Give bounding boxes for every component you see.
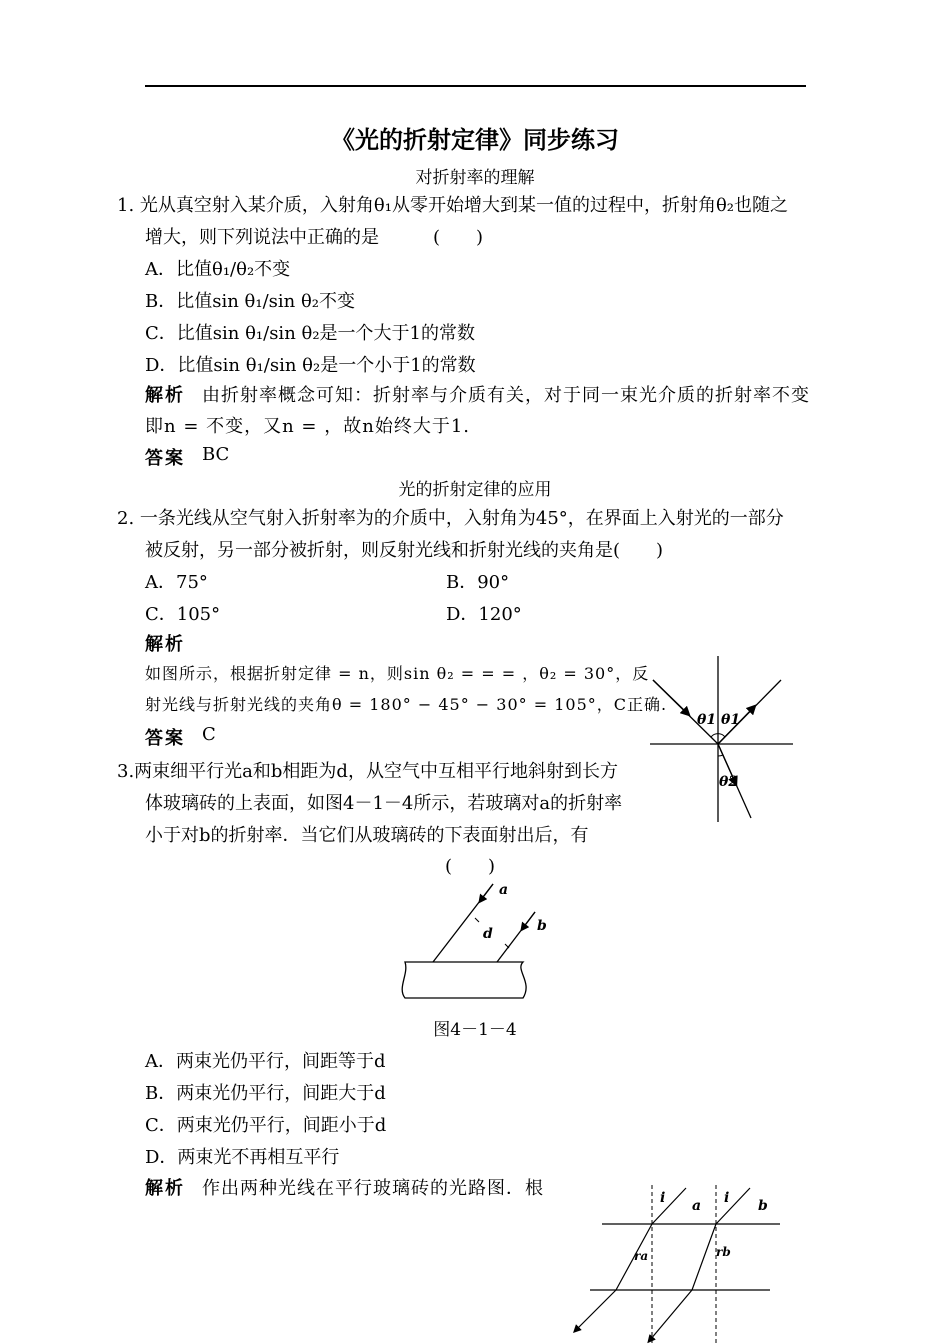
q2-option-a: A．75° (145, 572, 208, 593)
theta1-left-label: θ1 (697, 712, 717, 728)
label-ra: ra (634, 1249, 649, 1263)
q1-option-c: C．比值sin θ₁/sin θ₂是一个大于1的常数 (145, 323, 476, 344)
label-i-a: i (660, 1190, 666, 1206)
incident-b (716, 1188, 750, 1224)
label-a: a (499, 882, 509, 898)
q3-option-a: A．两束光仍平行，间距等于d (145, 1051, 386, 1072)
figure-caption: 图4－1－4 (433, 1020, 517, 1040)
q1-analysis-line2: 即n = 不变，又n = ，故n始终大于1. (145, 416, 471, 437)
refracted-b (692, 1224, 716, 1290)
light-path-figure (570, 1180, 785, 1344)
q3-stem-line3: 小于对b的折射率．当它们从玻璃砖的下表面射出后，有 (145, 825, 589, 846)
q2-stem-line2: 被反射，另一部分被折射，则反射光线和折射光线的夹角是( ) (145, 540, 664, 561)
glass-brick (402, 962, 526, 998)
glass-brick-figure (395, 878, 555, 1006)
header-rule (145, 85, 806, 87)
q3-option-b: B．两束光仍平行，间距大于d (145, 1083, 386, 1104)
q2-option-c: C．105° (145, 604, 221, 625)
label-d: d (483, 926, 493, 942)
page-title: 《光的折射定律》同步练习 (331, 125, 619, 154)
q1-stem-line2: 增大，则下列说法中正确的是 ( ) (145, 227, 484, 248)
q1-option-a: A．比值θ₁/θ₂不变 (145, 259, 291, 280)
q3-bracket: ( ) (445, 856, 496, 877)
q2-answer-label: 答案 (145, 728, 185, 749)
q2-option-d: D．120° (446, 604, 522, 625)
ray-b-arrow (523, 912, 535, 928)
q1-stem-line1: 1. 光从真空射入某介质，入射角θ₁从零开始增大到某一值的过程中，折射角θ₂也随之 (117, 195, 788, 216)
gap-arrow-a (475, 918, 479, 922)
q1-answer-label: 答案 (145, 448, 185, 469)
label-a2: a (692, 1198, 702, 1214)
q2-answer: C (202, 724, 216, 745)
refraction-figure (645, 652, 800, 827)
q1-option-b: B．比值sin θ₁/sin θ₂不变 (145, 291, 356, 312)
q3-analysis-label: 解析 (145, 1178, 185, 1199)
q3-stem-line2: 体玻璃砖的上表面，如图4－1－4所示，若玻璃对a的折射率 (145, 793, 623, 814)
q3-option-c: C．两束光仍平行，间距小于d (145, 1115, 387, 1136)
q3-analysis-line1: 作出两种光线在平行玻璃砖的光路图．根 (202, 1178, 544, 1199)
label-rb: rb (716, 1245, 731, 1259)
q2-analysis-line2: 射光线与折射光线的夹角θ = 180° − 45° − 30° = 105°，C正确. (145, 695, 668, 714)
label-i-b: i (724, 1190, 730, 1206)
ray-a-arrow (481, 884, 493, 900)
q1-analysis-line1: 由折射率概念可知：折射率与介质有关，对于同一束光介质的折射率不变 (202, 385, 810, 406)
q3-option-d: D．两束光不再相互平行 (145, 1147, 340, 1168)
q1-analysis-label: 解析 (145, 385, 185, 406)
q2-analysis-label: 解析 (145, 634, 185, 655)
exit-a (576, 1290, 616, 1330)
section-heading-2: 光的折射定律的应用 (398, 480, 552, 500)
label-b: b (537, 918, 547, 934)
angle-arc-lower (718, 755, 723, 756)
q1-answer: BC (202, 444, 230, 465)
theta2-label: θ2 (719, 774, 739, 790)
theta1-right-label: θ1 (721, 712, 741, 728)
incident-arrow (653, 680, 687, 713)
q3-stem-line1: 3.两束细平行光a和b相距为d，从空气中互相平行地斜射到长方 (117, 761, 618, 782)
q2-analysis-line1: 如图所示，根据折射定律 = n，则sin θ₂ = = = ，θ₂ = 30°，反 (145, 664, 650, 683)
incident-a (652, 1188, 686, 1224)
label-b2: b (758, 1198, 768, 1214)
exit-b (650, 1290, 692, 1340)
q2-stem-line1: 2. 一条光线从空气射入折射率为的介质中，入射角为45°，在界面上入射光的一部分 (117, 508, 784, 529)
q1-option-d: D．比值sin θ₁/sin θ₂是一个小于1的常数 (145, 355, 476, 376)
q2-option-b: B．90° (446, 572, 510, 593)
section-heading-1: 对折射率的理解 (415, 168, 535, 188)
